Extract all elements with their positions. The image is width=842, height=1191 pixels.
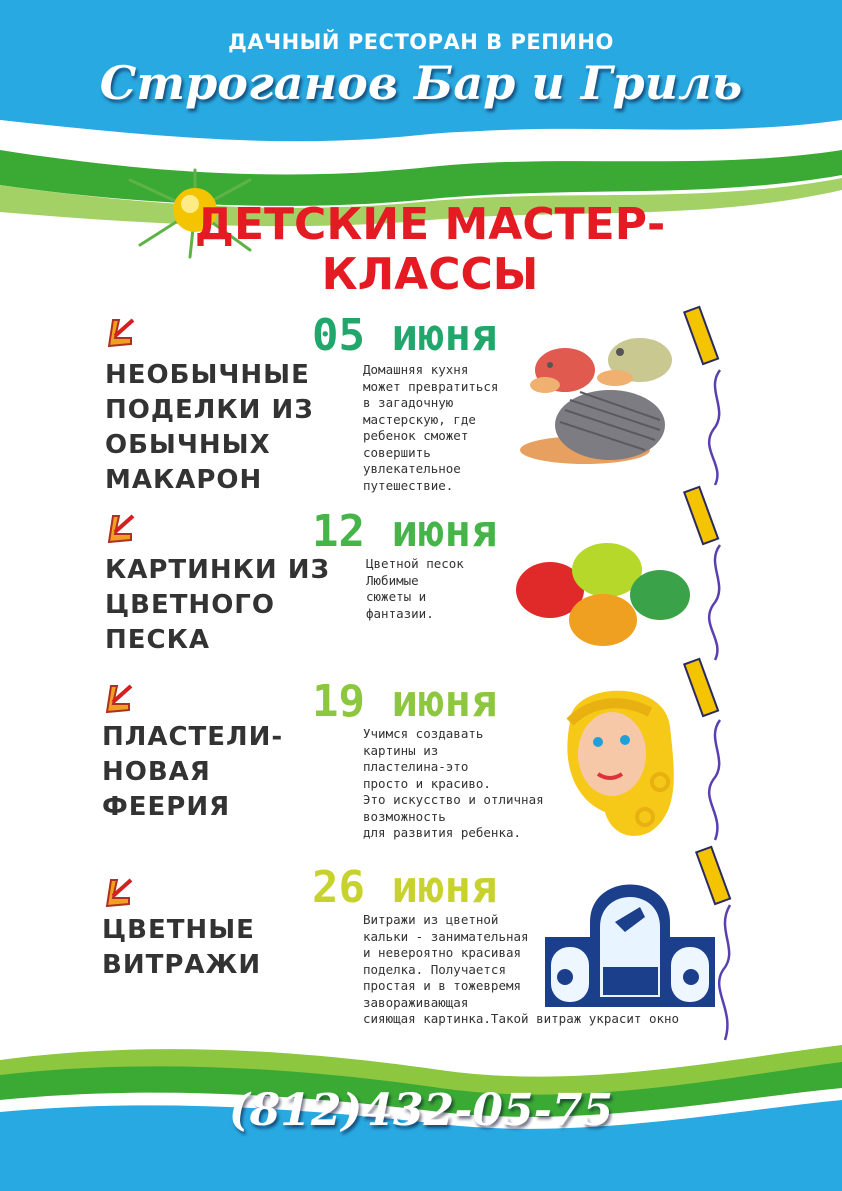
pencil-icon [105,316,137,350]
colored-sand-image [515,540,690,650]
class-date: 19 июня [312,676,498,727]
class-description: Домашняя кухня может превратиться в загадочную мастерскую, где ребенок сможет совершить увлекательное путешествие. [363,362,499,493]
class-description: Витражи из цветной кальки - занимательная и невероятно красивая поделка. Получается простая и в тожевремя завораживающая сияющая картинка.Такой витраж украсит окно [363,912,680,1026]
class-name: КАРТИНКИ ИЗ ЦВЕТНОГО ПЕСКА [105,555,330,655]
class-date: 12 июня [312,506,498,557]
pencil-icon [105,512,137,546]
main-title: ДЕТСКИЕ МАСТЕР-КЛАССЫ [194,199,666,300]
class-date: 26 июня [312,862,498,913]
header-subtitle: ДАЧНЫЙ РЕСТОРАН В РЕПИНО [228,30,614,54]
class-date: 05 июня [312,310,498,361]
crayon-icon [675,300,745,1050]
pencil-icon [103,682,135,716]
pencil-icon [103,876,135,910]
pasta-snails-image [515,330,690,480]
header-title: Строганов Бар и Гриль [99,56,743,110]
phone-number[interactable]: (812)432-05-75 [228,1085,614,1136]
plasticine-girl-image [550,682,685,842]
class-description: Учимся создавать картины из пластелина-это просто и красиво. Это искусство и отличная возможность для развития ребенка. [363,726,544,840]
class-name: ЦВЕТНЫЕ ВИТРАЖИ [102,915,262,980]
class-name: НЕОБЫЧНЫЕ ПОДЕЛКИ ИЗ ОБЫЧНЫХ МАКАРОН [105,360,314,495]
class-name: ПЛАСТЕЛИ- НОВАЯ ФЕЕРИЯ [102,722,284,822]
class-description: Цветной песок Любимые сюжеты и фантазии. [366,556,464,621]
